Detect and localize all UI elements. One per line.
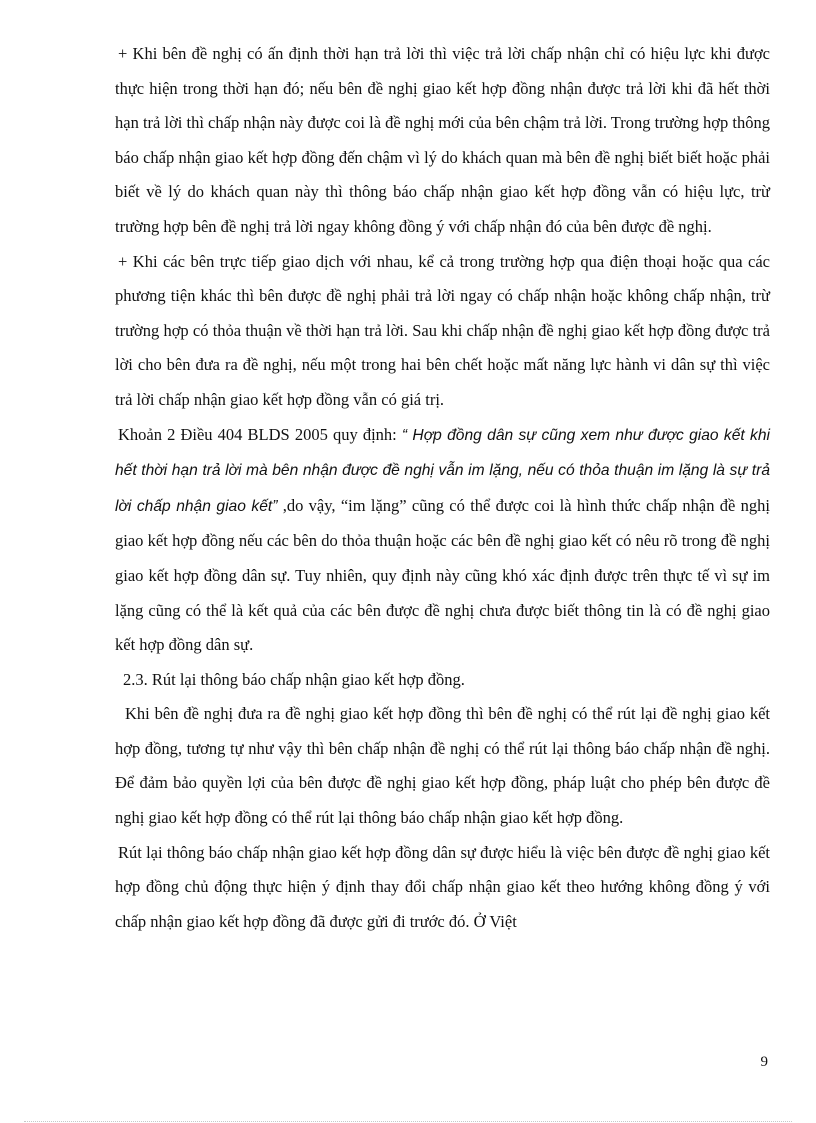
paragraph-silence-clause (115, 418, 770, 663)
clause-reference: Khoản 2 Điều 404 BLDS 2005 quy định: (118, 424, 402, 444)
page-bottom-divider (24, 1121, 792, 1122)
paragraph-deadline-reply: + Khi bên đề nghị có ấn định thời hạn trả lời thì việc trả lời chấp nhận chỉ có hiệu lực khi được thực hiện trong thời hạn đó; nếu bên đề nghị giao kết hợp đồng nhận được trả lời khi đã hết thời hạn trả lời thì chấp nhận này được coi là đề nghị mới của bên chậm trả lời. Trong trường hợp thông báo chấp nhận giao kết hợp đồng đến chậm vì lý do khách quan mà bên đề nghị biết biết hoặc phải biết về lý do khách quan này thì thông báo chấp nhận giao kết hợp đồng vẫn có hiệu lực, trừ trường hợp bên đề nghị trả lời ngay không đồng ý với chấp nhận đó của bên được đề nghị. (115, 44, 770, 236)
paragraph-direct-transaction: + Khi các bên trực tiếp giao dịch với nhau, kể cả trong trường hợp qua điện thoại hoặc qua các phương tiện khác thì bên được đề nghị phải trả lời ngay có chấp nhận hoặc không chấp nhận, trừ trường hợp có thỏa thuận về thời hạn trả lời. Sau khi chấp nhận đề nghị giao kết hợp đồng được trả lời cho bên đưa ra đề nghị, nếu một trong hai bên chết hoặc mất năng lực hành vi dân sự thì việc trả lời chấp nhận giao kết hợp đồng vẫn có giá trị. (115, 251, 770, 409)
page-number: 9 (760, 1054, 768, 1070)
legal-quote: “ Hợp đồng dân sự cũng xem như được giao kết khi hết thời hạn trả lời mà bên nhận được đề nghị vẫn im lặng, nếu có thỏa thuận im lặng là sự trả lời chấp nhận giao kết” (115, 426, 770, 515)
paragraph-withdraw-offer: Khi bên đề nghị đưa ra đề nghị giao kết hợp đồng thì bên đề nghị có thể rút lại đề nghị giao kết hợp đồng, tương tự như vậy thì bên chấp nhận đề nghị có thể rút lại thông báo chấp nhận đề nghị. Để đảm bảo quyền lợi của bên được đề nghị giao kết hợp đồng, pháp luật cho phép bên được đề nghị giao kết hợp đồng có thể rút lại thông báo chấp nhận giao kết hợp đồng. (115, 704, 770, 828)
page-body (115, 37, 770, 939)
silence-explanation: ,do vậy, “im lặng” cũng có thể được coi là hình thức chấp nhận đề nghị giao kết hợp đồng nếu các bên do thỏa thuận hoặc các bên đề nghị giao kết có nêu rõ trong đề nghị giao kết hợp đồng dân sự. Tuy nhiên, quy định này cũng khó xác định được trên thực tế vì sự im lặng cũng có thể là kết quả của các bên được đề nghị chưa được biết thông tin là có đề nghị giao kết hợp đồng dân sự. (115, 495, 770, 655)
paragraph-withdraw-definition: Rút lại thông báo chấp nhận giao kết hợp đồng dân sự được hiểu là việc bên được đề nghị giao kết hợp đồng chủ động thực hiện ý định thay đổi chấp nhận giao kết theo hướng không đồng ý với chấp nhận giao kết hợp đồng đã được gửi đi trước đó. Ở Việt (115, 842, 770, 931)
section-heading-2-3: 2.3. Rút lại thông báo chấp nhận giao kết hợp đồng. (123, 669, 465, 689)
